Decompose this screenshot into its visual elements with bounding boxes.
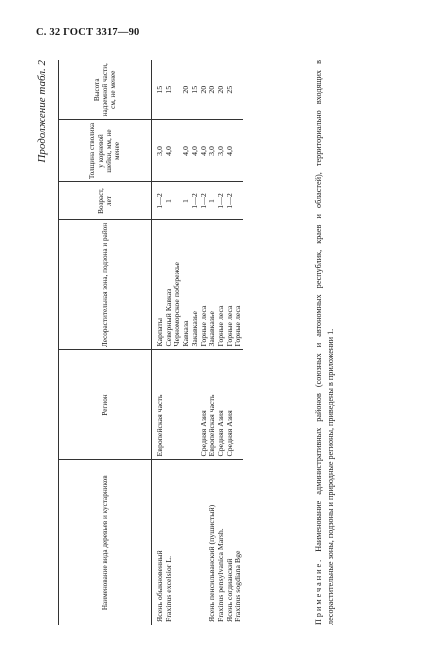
- thickness-cell: [152, 120, 244, 182]
- zone-line: Закавказье: [189, 311, 199, 347]
- height-value: 20: [181, 85, 191, 94]
- age-value: 1—2: [224, 193, 234, 209]
- col-header-height: Высота надземной части, см, не менее: [59, 60, 152, 120]
- region-cell: [152, 350, 244, 460]
- age-value: 1: [163, 199, 173, 203]
- species-line: Ясень обыкновенный: [155, 550, 164, 622]
- height-value: 15: [189, 85, 199, 94]
- zone-line: Черноморское побережье: [172, 262, 182, 347]
- table-note: [313, 60, 337, 625]
- age-value: 1—2: [155, 193, 164, 209]
- species-line: Ясень пенсильванский (пушистый): [207, 504, 217, 622]
- age-value: 1—2: [189, 193, 199, 209]
- zone-line: Северный Кавказ: [163, 288, 173, 347]
- species-line: Fraxinus sogdiana Bge: [233, 550, 243, 622]
- thickness-value: 3,0: [155, 146, 164, 156]
- zone-line: Кавказа: [181, 320, 191, 347]
- thickness-value: 4,0: [224, 146, 234, 156]
- seedling-table: [58, 60, 243, 625]
- region-line: Средняя Азия: [198, 410, 208, 457]
- region-line: Средняя Азия: [224, 410, 234, 457]
- height-cell: [152, 60, 244, 120]
- height-value: 15: [163, 85, 173, 94]
- col-header-species: Наименование вида деревьев и кустарников: [59, 460, 152, 625]
- zone-cell: [152, 220, 244, 350]
- zone-line: Закавказье: [207, 311, 217, 347]
- region-line: Европейская часть: [155, 394, 164, 457]
- height-value: 20: [207, 85, 217, 94]
- age-value: 1: [181, 199, 191, 203]
- species-line: Fraxinus pensylvanica Marsh.: [216, 528, 226, 622]
- thickness-value: 4,0: [181, 146, 191, 156]
- thickness-value: 3,0: [207, 146, 217, 156]
- col-header-zone: Лесорастительная зона, подзона и район: [59, 220, 152, 350]
- region-line: Средняя Азия: [216, 410, 226, 457]
- note-text: Наименование административных районов (союзных и автономных республик, краев и областей), территориально входящих в лесорастительные зоны, подзоны и природные регионы, приведены в приложении 1.: [314, 60, 335, 625]
- thickness-value: 4,0: [189, 146, 199, 156]
- table-caption: Продолжение табл. 2: [36, 60, 48, 163]
- col-header-region: Регион: [59, 350, 152, 460]
- age-value: 1: [207, 199, 217, 203]
- age-value: 1—2: [216, 193, 226, 209]
- note-label: Примечание.: [314, 557, 323, 625]
- zone-line: Горные леса: [198, 305, 208, 347]
- region-line: Европейская часть: [207, 394, 217, 457]
- page-header: С. 32 ГОСТ 3317—90: [36, 27, 140, 38]
- species-line: Ясень согдианский: [224, 558, 234, 622]
- height-value: 20: [198, 85, 208, 94]
- zone-line: Карпаты: [155, 317, 164, 347]
- species-line: Fraxinus excelsior L.: [163, 555, 173, 622]
- thickness-value: 4,0: [163, 146, 173, 156]
- thickness-value: 4,0: [198, 146, 208, 156]
- height-value: 25: [224, 85, 234, 94]
- table-header-row: [59, 60, 152, 625]
- height-value: 15: [155, 85, 164, 94]
- table-row: [152, 60, 244, 625]
- col-header-thickness: Толщина стволика у корневой шейки, мм, не менее: [59, 120, 152, 182]
- zone-line: Горные леса: [224, 305, 234, 347]
- rotated-content: [36, 60, 386, 625]
- height-value: 20: [216, 85, 226, 94]
- age-cell: [152, 182, 244, 220]
- zone-line: Горные леса: [233, 305, 243, 347]
- species-cell: [152, 460, 244, 625]
- thickness-value: 3,0: [216, 146, 226, 156]
- zone-line: Горные леса: [216, 305, 226, 347]
- age-value: 1—2: [198, 193, 208, 209]
- col-header-age: Возраст, лет: [59, 182, 152, 220]
